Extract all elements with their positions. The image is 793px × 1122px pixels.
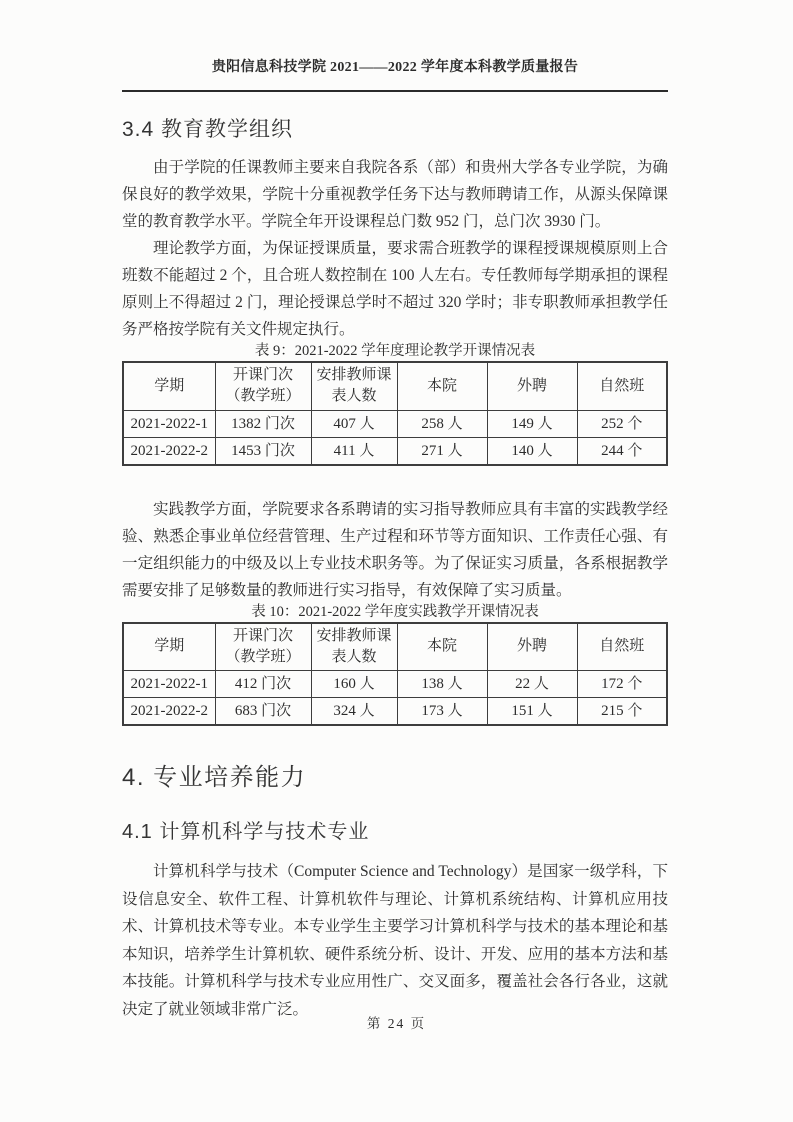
column-header: 本院: [397, 623, 487, 671]
teaching-org-paragraph-2: 理论教学方面，为保证授课质量，要求需合班教学的课程授课规模原则上合班数不能超过 2 个，且合班人数控制在 100 人左右。专任教师每学期承担的课程原则上不得超过 2 门，理论授课总学时不超过 320 学时；非专职教师承担教学任务严格按学院有关文件规定执行。: [122, 240, 668, 338]
table-cell: 324 人: [311, 698, 397, 726]
table-cell: 140 人: [487, 437, 577, 465]
column-header: 本院: [397, 362, 487, 410]
column-header: 学期: [123, 623, 215, 671]
table-cell: 2021-2022-1: [123, 410, 215, 437]
table-header-row: [123, 623, 667, 671]
table-row: [123, 437, 667, 465]
table-cell: 2021-2022-2: [123, 437, 215, 465]
column-header: 开课门次（教学班）: [215, 362, 311, 410]
page-number: 第 24 页: [366, 1016, 427, 1031]
table-row: [123, 698, 667, 726]
table-header-row: [123, 362, 667, 410]
table-cell: 1453 门次: [215, 437, 311, 465]
table-cell: 412 门次: [215, 671, 311, 698]
table-cell: 244 个: [577, 437, 667, 465]
table-cell: 160 人: [311, 671, 397, 698]
table-cell: 683 门次: [215, 698, 311, 726]
table-cell: 138 人: [397, 671, 487, 698]
column-header: 安排教师课表人数: [311, 623, 397, 671]
column-header: 学期: [123, 362, 215, 410]
table-cell: 1382 门次: [215, 410, 311, 437]
column-header: 外聘: [487, 362, 577, 410]
table-row: [123, 410, 667, 437]
chapter-4-heading: 4. 专业培养能力: [122, 764, 307, 791]
table-cell: 407 人: [311, 410, 397, 437]
table-row: [123, 671, 667, 698]
cs-major-paragraph: 计算机科学与技术（Computer Science and Technology）是国家一级学科，下设信息安全、软件工程、计算机软件与理论、计算机系统结构、计算机应用技术、计算机技术等专业。本专业学生主要学习计算机科学与技术的基本理论和基本知识，培养学生计算机软、硬件系统分析、设计、开发、应用的基本方法和基本技能。计算机科学与技术专业应用性广、交叉面多，覆盖社会各行各业，这就决定了就业领域非常广泛。: [122, 863, 668, 1018]
table-cell: 2021-2022-2: [123, 698, 215, 726]
table-cell: 149 人: [487, 410, 577, 437]
table-cell: 271 人: [397, 437, 487, 465]
table-cell: 151 人: [487, 698, 577, 726]
table-cell: 2021-2022-1: [123, 671, 215, 698]
column-header: 自然班: [577, 623, 667, 671]
table-cell: 22 人: [487, 671, 577, 698]
table-cell: 215 个: [577, 698, 667, 726]
header-rule: [122, 90, 668, 92]
table-cell: 173 人: [397, 698, 487, 726]
table-cell: 252 个: [577, 410, 667, 437]
running-head-title: 贵阳信息科技学院 2021——2022 学年度本科教学质量报告: [211, 60, 579, 75]
table-cell: 411 人: [311, 437, 397, 465]
column-header: 外聘: [487, 623, 577, 671]
table-10-caption: 表 10：2021-2022 学年度实践教学开课情况表: [251, 603, 539, 620]
teaching-org-paragraph-1: 由于学院的任课教师主要来自我院各系（部）和贵州大学各专业学院，为确保良好的教学效果，学院十分重视教学任务下达与教师聘请工作，从源头保障课堂的教育教学水平。学院全年开设课程总门数 952 门，总门次 3930 门。: [122, 159, 668, 230]
practice-teaching-table: [122, 622, 668, 727]
table-cell: 172 个: [577, 671, 667, 698]
practice-teaching-paragraph: 实践教学方面，学院要求各系聘请的实习指导教师应具有丰富的实践教学经验、熟悉企事业单位经营管理、生产过程和环节等方面知识、工作责任心强、有一定组织能力的中级及以上专业技术职务等。为了保证实习质量，各系根据教学需要安排了足够数量的教师进行实习指导，有效保障了实习质量。: [122, 500, 668, 599]
theory-teaching-table: [122, 361, 668, 466]
table-9-caption: 表 9：2021-2022 学年度理论教学开课情况表: [254, 343, 536, 359]
column-header: 开课门次（教学班）: [215, 623, 311, 671]
table-cell: 258 人: [397, 410, 487, 437]
section-3-4-heading: 3.4 教育教学组织: [122, 118, 294, 141]
section-4-1-heading: 4.1 计算机科学与技术专业: [122, 821, 370, 843]
column-header: 自然班: [577, 362, 667, 410]
column-header: 安排教师课表人数: [311, 362, 397, 410]
